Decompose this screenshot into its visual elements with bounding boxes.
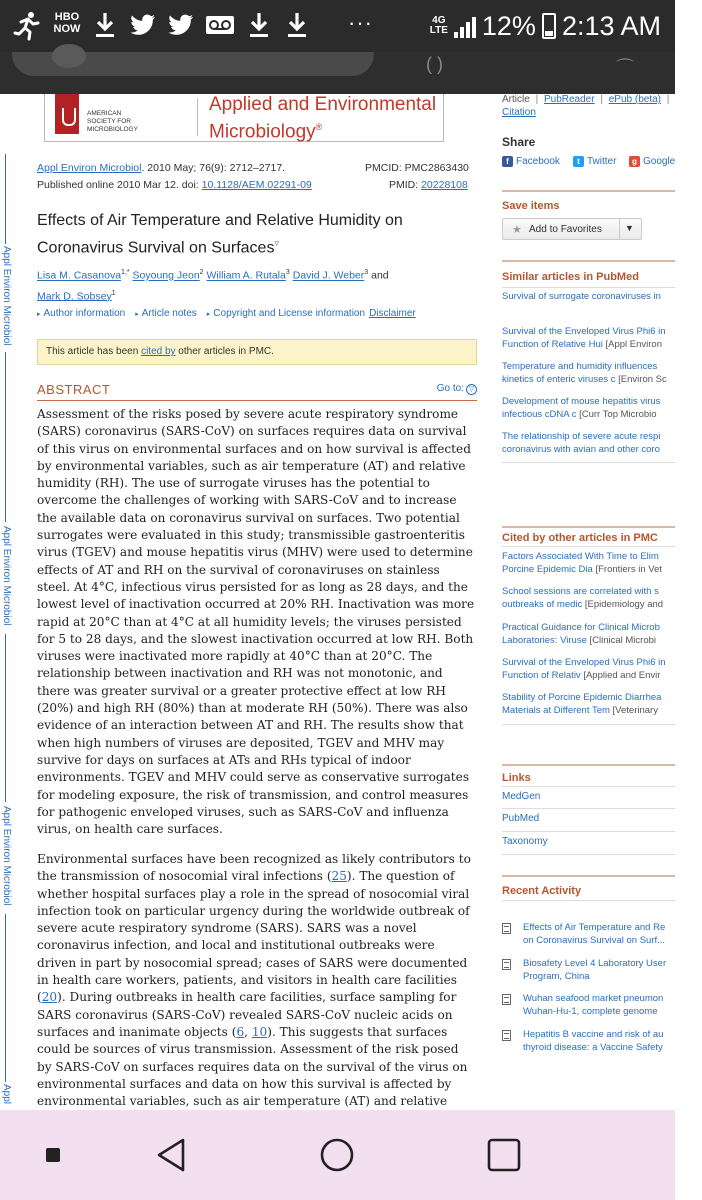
download-icon [284,10,310,40]
overview-icon[interactable] [484,1135,524,1175]
abstract-text: Assessment of the risks posed by severe acute respiratory syndrome (SARS) coronavirus (SARS-CoV) on surfaces requires data on survival of this virus on environmental surfaces and on how survival is affected by environmental variables, such as air temperature (AT) and relative humidity (RH). The use of surrogate viruses has the potential to overcome the challenges of working with SARS-CoV and to increase the available data on coronavirus survival on surfaces. Two potential surrogates were evaluated in this study; transmissible gastroenteritis virus (TGEV) and mouse hepatitis virus (MHV) were used to determine effects of AT and RH on the survival of coronaviruses on stainless steel. At 4°C, infectious virus persisted for as long as 28 days, and the lowest level of inactivation occurred at 20% RH. Inactivation was more rapid at 20°C than at 4°C at all humidity levels; the viruses persisted for 5 to 28 days, and the slowest inactivation occurred at low RH. Both viruses were inactivated more rapidly at 40°C than at 20°C. The relationship between inactivation and RH was not monotonic, and there was greater survival or a greater protective effect at low RH (20%) and high RH (80%) than at moderate RH (50%). There was also evidence of an interaction between AT and RH. The results show that when high numbers of viruses are deposited, TGEV and MHV may survive for days on surfaces at ATs and RHs typical of indoor environments. TGEV and MHV could serve as conservative surrogates for modeling exposure, the risk of transmission, and control measures for pathogenic enveloped viruses, such as SARS-CoV and influenza virus, on health care surfaces. [37,407,475,837]
dropdown-arrow-icon[interactable]: ▼ [625,223,634,233]
sidebar [502,94,675,1110]
abstract-header [37,381,477,401]
section-divider [502,764,675,766]
reference-link[interactable]: 10 [251,1024,268,1039]
banner-divider [197,98,198,136]
cited-article-item[interactable]: Factors Associated With Time to Elim Porcine Epidemic Dia [Frontiers in Vet [502,551,662,575]
similar-article-item[interactable]: The relationship of severe acute respi coronavirus with avian and other coro [502,431,661,455]
document-icon [502,994,511,1005]
running-figure-icon [12,10,42,40]
link-medgen[interactable]: MedGen [502,791,541,802]
reference-link[interactable]: 25 [331,869,347,884]
network-type: 4G LTE [429,15,448,36]
format-links: Article | PubReader | ePub (beta) | [502,94,670,105]
doi-link[interactable]: 10.1128/AEM.02291-09 [201,179,312,191]
home-icon[interactable] [317,1135,357,1175]
cited-article-item[interactable]: Practical Guidance for Clinical Microb Laboratories: Viruse [Clinical Microbi [502,622,660,646]
section-divider [502,875,675,877]
google-plus-icon: g [629,156,640,167]
twitter-icon [128,10,158,40]
side-strip-line [5,634,6,802]
browser-toolbar [0,52,675,94]
twitter-icon: t [573,156,584,167]
side-strip-label[interactable]: Appl Environ Microbiol [1,246,12,346]
author-list: Lisa M. Casanova$^{1,*}$ Soyoung Jeon$^2$ William A. Rutala$^3$ David J. Weber$^3$ and Mark D. Sobsey$^1$ [37,269,389,302]
signal-icon [454,14,476,38]
reference-link[interactable]: 20 [41,990,58,1005]
side-strip-label[interactable]: Appl [1,1084,12,1105]
publisher-name: AMERICAN SOCIETY FOR MICROBIOLOGY [87,110,138,133]
cited-article-item[interactable]: School sessions are correlated with s outbreaks of medic [Epidemiology and [502,586,664,610]
reference-link[interactable]: 6 [236,1024,245,1039]
similar-article-item[interactable]: Development of mouse hepatitis virus infectious cDNA c [Curr Top Microbio [502,396,661,420]
twitter-share[interactable]: t Twitter [573,156,616,167]
journal-name: Applied and Environmental Microbiology® [209,94,437,143]
back-icon[interactable] [151,1135,191,1175]
author-link[interactable]: William A. Rutala [206,269,286,282]
cited-article-item[interactable]: Stability of Porcine Epidemic Diarrhea Materials at Different Tem [Veterinary [502,692,662,716]
side-strip-label[interactable]: Appl Environ Microbiol [1,526,12,626]
title-footnote-mark[interactable]: ▿ [274,238,279,248]
document-icon [502,959,511,970]
recent-activity-heading: Recent Activity [502,885,582,897]
cited-article-item[interactable]: Survival of the Enveloped Virus Phi6 in Function of Relativ [Applied and Envir [502,657,666,681]
pmid: PMID: 20228108 [389,179,468,191]
similar-article-item[interactable]: Temperature and humidity influences kinetics of enteric viruses c [Environ Sc [502,361,667,385]
pubreader-link[interactable]: PubReader [543,94,595,105]
google-share[interactable]: g Google [629,156,675,167]
save-items-heading: Save items [502,200,560,212]
links-heading: Links [502,772,531,784]
recent-activity-item[interactable]: Effects of Air Temperature and Re on Coronavirus Survival on Surf... [523,922,666,946]
author-link[interactable]: David J. Weber [292,269,365,282]
status-bar [0,0,675,52]
cited-by-notice: This article has been cited by other articles in PMC. [37,339,477,365]
voicemail-icon [204,10,236,40]
side-strip-line [5,914,6,1082]
side-strip-line [5,352,6,522]
author-link[interactable]: Soyoung Jeon [132,269,200,282]
similar-article-item[interactable]: Survival of surrogate coronaviruses in [502,291,661,302]
share-heading: Share [502,135,536,149]
recent-activity-item[interactable]: Wuhan seafood market pneumon Wuhan-Hu-1, complete genome [523,993,664,1017]
android-nav-bar [0,1110,675,1200]
battery-percent: 12% [481,10,536,41]
copyright-toggle[interactable]: ▸ Copyright and License information [206,308,366,319]
download-icon [246,10,272,40]
battery-icon [542,13,556,39]
article-page [0,94,675,1110]
article-title: Effects of Air Temperature and Relative Humidity on Coronavirus Survival on Surfaces▿ [37,212,403,257]
author-information-toggle[interactable]: ▸ Author information [37,308,126,319]
twitter-icon [166,10,196,40]
pmcid: PMCID: PMC2863430 [365,162,469,174]
link-pubmed[interactable]: PubMed [502,813,540,824]
citation-link[interactable]: Citation [502,107,536,118]
cited-by-link[interactable]: cited by [141,346,176,357]
cited-by-heading: Cited by other articles in PMC [502,532,658,544]
clock: 2:13 AM [561,10,661,41]
download-icon [92,10,118,40]
journal-link[interactable]: Appl Environ Microbiol [37,162,142,174]
journal-banner[interactable] [44,94,444,142]
tabs-icon[interactable]: ( ) [426,54,443,74]
side-strip-line [5,154,6,244]
overflow-indicator: ··· [348,10,373,35]
add-to-favorites-button[interactable]: ★ Add to Favorites ▼ [502,218,642,240]
chevron-down-icon: ▽ [466,384,477,395]
goto-menu[interactable]: Go to: ▽ [437,383,477,395]
citation-line: Appl Environ Microbiol. 2010 May; 76(9): 2712–2717. [37,162,286,174]
published-line: Published online 2010 Mar 12. doi: 10.1128/AEM.02291-09 [37,179,312,191]
side-strip-label[interactable]: Appl Environ Microbiol [1,806,12,906]
epub-link[interactable]: ePub (beta) [608,94,661,105]
pmid-link[interactable]: 20228108 [421,179,468,191]
intro-paragraph: Environmental surfaces have been recognized as likely contributors to the transmission of nosocomial viral infections (25). The question of whether hospital surfaces play a role in the spread of nosocomial viral infection took on particular urgency during the worldwide outbreak of severe acute respiratory syndrome (SARS). SARS was a novel coronavirus infection, and local and institutional outbreaks were driven in part by nosocomial spread; cases of SARS were documented in health care workers, patients, and visitors in health care facilities (20). During outbreaks in health care facilities, surface sampling for SARS coronavirus (SARS-CoV) revealed SARS-CoV nucleic acids on surfaces and inanimate objects (6, 10). This suggests that surfaces could be sources of virus transmission. Assessment of the risk posed by SARS-CoV on surfaces requires data on the survival of the virus on environmental surfaces and data on how this survival is affected by environmental variables, such as air temperature (AT) and relative [37,852,471,1109]
section-divider [502,260,675,262]
author-link[interactable]: Mark D. Sobsey [37,290,112,302]
document-icon [502,1030,511,1041]
star-icon: ★ [512,224,522,236]
recent-activity-item[interactable]: Hepatitis B vaccine and risk of au thyroid disease: a Vaccine Safety [523,1029,664,1053]
recents-icon[interactable] [33,1135,73,1175]
facebook-share[interactable]: f Facebook [502,156,560,167]
url-bar[interactable] [12,52,374,76]
author-link[interactable]: Lisa M. Casanova [37,269,122,282]
abstract-heading: ABSTRACT [37,382,111,397]
document-icon [502,923,511,934]
facebook-icon: f [502,156,513,167]
similar-articles-heading: Similar articles in PubMed [502,271,639,283]
hbo-now-icon: HBO NOW [53,11,81,35]
asm-logo-icon [55,94,79,134]
link-taxonomy[interactable]: Taxonomy [502,836,548,847]
recent-activity-item[interactable]: Biosafety Level 4 Laboratory User Program, China [523,958,667,982]
disclaimer-link[interactable]: Disclaimer [369,308,416,319]
article-notes-toggle[interactable]: ▸ Article notes [135,308,197,319]
article-notes-bar [37,308,477,319]
similar-article-item[interactable]: Survival of the Enveloped Virus Phi6 in Function of Relative Hui [Appl Environ [502,326,666,350]
section-divider [502,190,675,192]
menu-icon[interactable]: ⌒ [616,58,634,78]
section-divider [502,526,675,528]
